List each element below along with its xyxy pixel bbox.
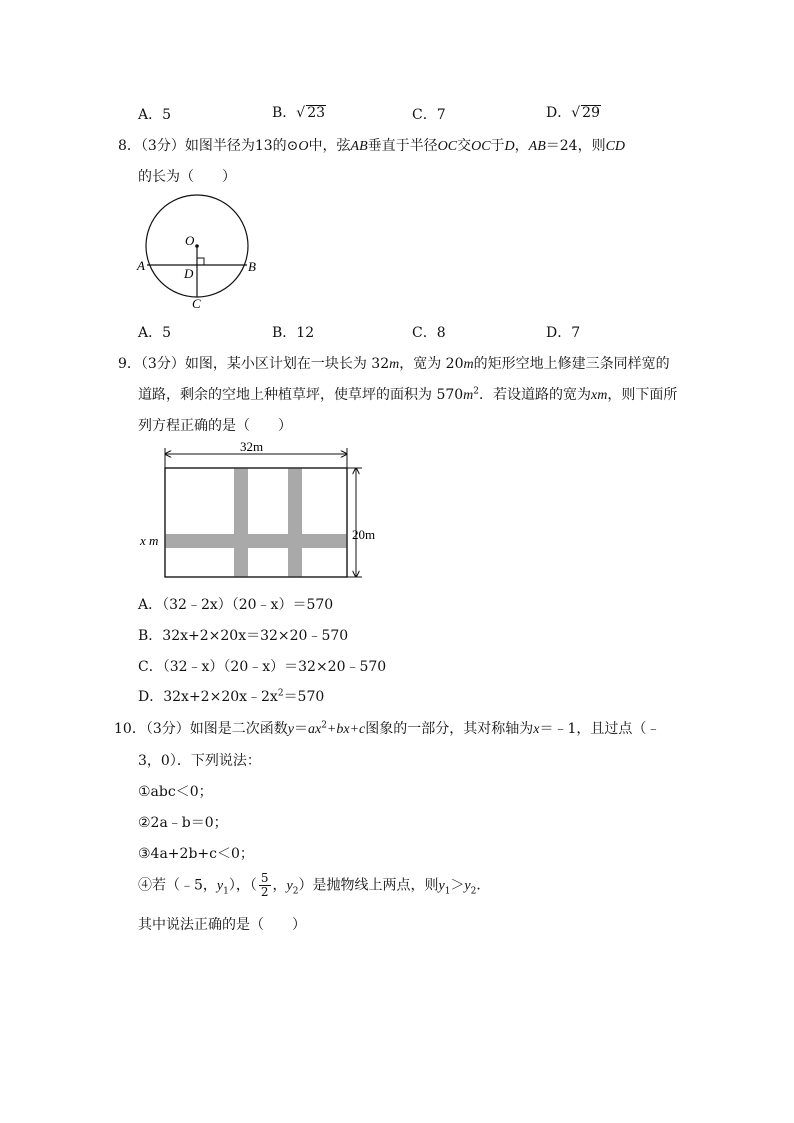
label-d: D bbox=[184, 266, 194, 281]
q10-statement-3: ③4a+2b+c＜0； bbox=[138, 846, 254, 862]
q9-stem-line1: 9．（3分）如图，某小区计划在一块长为 32m，宽为 20m的矩形空地上修建三条同样宽的 bbox=[118, 356, 670, 372]
q10-stem-line2: 3，0）．下列说法： bbox=[138, 753, 261, 769]
q7-option-b[interactable]: B．√ 23 bbox=[272, 105, 326, 121]
label-xm: x m bbox=[140, 533, 159, 548]
q9-rectangle-figure bbox=[134, 440, 394, 586]
label-c: C bbox=[192, 296, 201, 311]
q8-option-d[interactable]: D．7 bbox=[546, 325, 581, 341]
q10-statement-2: ②2a﹣b＝0； bbox=[138, 815, 228, 831]
q8-option-c[interactable]: C．8 bbox=[412, 325, 446, 341]
q8-circle-figure bbox=[134, 190, 274, 312]
q9-option-c[interactable]: C．（32﹣x）（20﹣x）＝32×20﹣570 bbox=[138, 659, 387, 675]
q10-stem-line1: 10．（3分）如图是二次函数$y=ax^2+bx+c$图象的一部分，其对称轴为x＝﹣1，且过点（﹣ bbox=[114, 720, 661, 737]
field-rectangle bbox=[165, 468, 347, 577]
q10-statement-1: ①abc＜0； bbox=[138, 784, 213, 800]
q7-option-d[interactable]: D．√ 29 bbox=[546, 105, 600, 121]
label-32m: 32m bbox=[240, 440, 264, 454]
q9-option-a[interactable]: A．（32﹣2x）（20﹣x）＝570 bbox=[138, 597, 334, 613]
road-vertical-1 bbox=[234, 468, 248, 577]
label-o: O bbox=[185, 233, 195, 248]
right-angle-mark bbox=[197, 258, 204, 265]
q8-stem-line2: 的长为（ ） bbox=[138, 169, 236, 185]
q8-option-b[interactable]: B．12 bbox=[272, 325, 315, 341]
q9-stem-line3: 列方程正确的是（ ） bbox=[138, 418, 292, 434]
fraction-five-halves: $\frac{5}{2}$ bbox=[260, 871, 269, 899]
q8-option-a[interactable]: A．5 bbox=[138, 325, 172, 341]
label-20m: 20m bbox=[352, 527, 376, 542]
center-point bbox=[195, 244, 199, 248]
road-horizontal bbox=[165, 534, 347, 548]
label-b: B bbox=[248, 259, 256, 274]
q10-statement-4: ④若（﹣5，$y_1$），（ $\frac{5}{2}$ ，$y_2$）是抛物线上两点，则$y_1>y_2$． bbox=[138, 871, 491, 899]
label-a: A bbox=[137, 258, 145, 273]
q9-stem-line2: 道路，剩余的空地上种植草坪，使草坪的面积为 $570m^2$．若设道路的宽为xm，则下面所 bbox=[138, 386, 678, 403]
road-vertical-2 bbox=[288, 468, 302, 577]
sqrt-sign: √ bbox=[296, 105, 306, 121]
q8-stem-line1: 8．（3分）如图半径为13的⊙O中，弦AB垂直于半径OC交OC于D，AB＝24，则CD bbox=[118, 138, 626, 154]
q9-option-b[interactable]: B．32x+2×20x＝32×20﹣570 bbox=[138, 628, 349, 644]
sqrt-sign: √ bbox=[571, 105, 581, 121]
q7-option-a[interactable]: A．5 bbox=[138, 107, 172, 123]
q7-option-c[interactable]: C．7 bbox=[412, 107, 446, 123]
q10-conclusion: 其中说法正确的是（ ） bbox=[138, 917, 306, 933]
q9-option-d[interactable]: D．$32x+2\times 20x﹣2x^2=570$ bbox=[138, 688, 325, 705]
